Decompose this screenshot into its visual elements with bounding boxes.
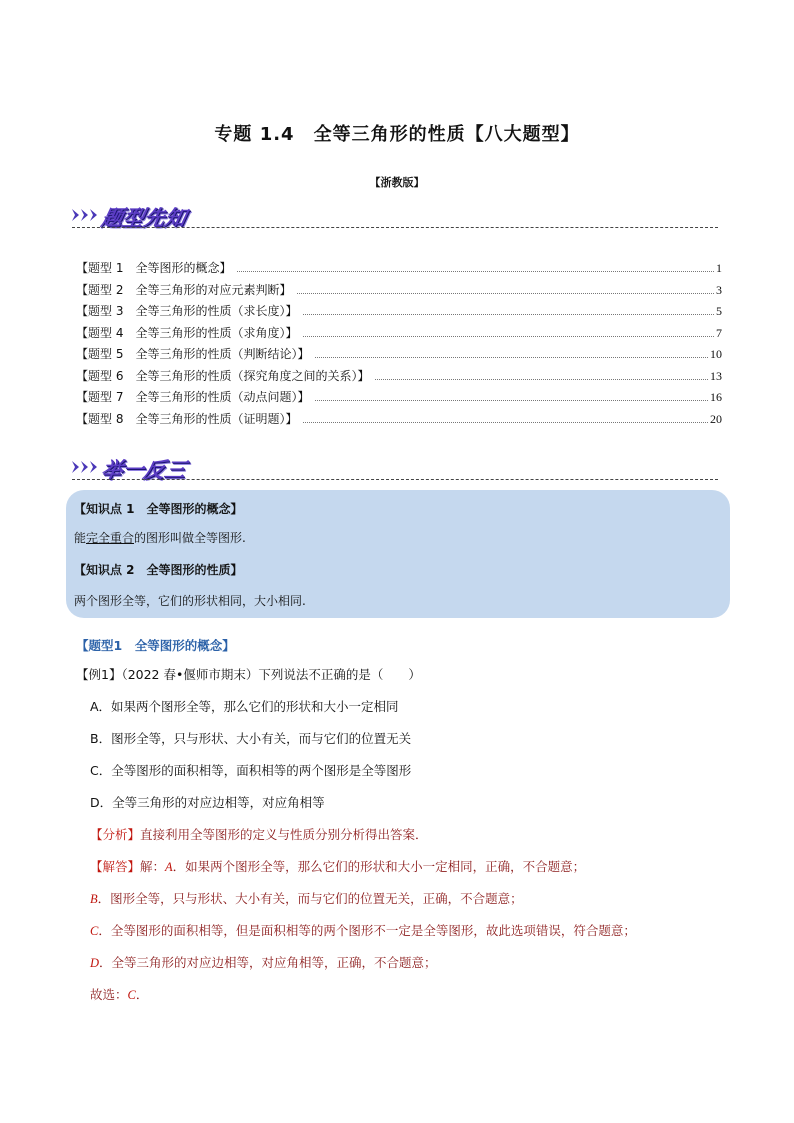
toc-dot-leader xyxy=(303,421,708,423)
example-label: 【例1】 xyxy=(76,667,122,682)
example-source-text: （2022 春•偃师市期末）下列说法不正确的是（ ） xyxy=(121,667,421,682)
toc-dot-leader xyxy=(315,356,708,358)
answer-line-d xyxy=(90,953,437,971)
toc-item-page: 13 xyxy=(710,368,722,383)
toc-item-page: 5 xyxy=(716,304,722,318)
answer-option-letter: B xyxy=(90,892,98,906)
toc-item-label: 【题型 4 全等三角形的性质（求角度）】 xyxy=(76,325,298,340)
analysis-text: 直接利用全等图形的定义与性质分别分析得出答案． xyxy=(140,827,428,842)
toc-dot-leader xyxy=(303,335,714,337)
toc-item[interactable] xyxy=(76,345,722,367)
example-question xyxy=(76,665,421,683)
edition-label: 【浙教版】 xyxy=(369,176,425,189)
banner-title: 举一反三 xyxy=(99,458,189,482)
answer-line-a xyxy=(90,857,585,875)
banner-divider xyxy=(72,227,718,228)
answer-label: 【解答】 xyxy=(90,859,141,874)
knowledge-point-1-title: 【知识点 1 全等图形的概念】 xyxy=(74,502,243,516)
toc-dot-leader xyxy=(375,378,708,380)
final-answer-letter: C xyxy=(127,988,136,1002)
answer-line-text: ．图形全等，只与形状、大小有关，而与它们的位置无关，正确，不合题意； xyxy=(97,891,523,906)
option-d: D．全等三角形的对应边相等，对应角相等 xyxy=(90,795,325,810)
answer-prefix: 解： xyxy=(140,859,166,874)
answer-line-text: ．全等三角形的对应边相等，对应角相等，正确，不合题意； xyxy=(99,955,437,970)
analysis-label: 【分析】 xyxy=(90,827,141,842)
option-b: B．图形全等，只与形状、大小有关，而与它们的位置无关 xyxy=(90,731,412,746)
toc-item-label: 【题型 5 全等三角形的性质（判断结论）】 xyxy=(76,347,310,361)
page-title: 专题 1.4 全等三角形的性质【八大题型】 xyxy=(214,124,580,145)
toc-item-page: 10 xyxy=(710,347,722,361)
answer-option-letter: C xyxy=(90,924,99,938)
banner-topic-preview xyxy=(72,200,718,230)
knowledge-box xyxy=(66,490,730,618)
toc-item[interactable] xyxy=(76,281,722,303)
toc-dot-leader xyxy=(297,292,714,294)
toc-item[interactable] xyxy=(76,410,722,432)
banner-title: 题型先知 xyxy=(99,206,189,230)
knowledge-text-part: 的图形叫做全等图形. xyxy=(134,531,246,545)
table-of-contents xyxy=(76,259,722,431)
answer-line-c xyxy=(90,921,636,939)
toc-item-label: 【题型 2 全等三角形的对应元素判断】 xyxy=(76,282,292,297)
answer-line-text: ．如果两个图形全等，那么它们的形状和大小一定相同，正确，不合题意； xyxy=(172,859,586,874)
toc-item-page: 20 xyxy=(710,411,722,426)
toc-dot-leader xyxy=(315,399,708,401)
toc-item[interactable] xyxy=(76,388,722,410)
triple-arrow-icon xyxy=(72,460,102,474)
knowledge-underlined-term: 完全重合 xyxy=(86,531,135,545)
toc-item-label: 【题型 1 全等图形的概念】 xyxy=(76,261,232,275)
answer-option-letter: A xyxy=(165,860,173,874)
analysis-line xyxy=(90,825,428,843)
toc-item-page: 16 xyxy=(710,390,722,404)
toc-item[interactable] xyxy=(76,259,722,281)
toc-item-page: 1 xyxy=(716,261,722,275)
toc-item-label: 【题型 7 全等三角形的性质（动点问题）】 xyxy=(76,390,310,404)
section-heading: 【题型1 全等图形的概念】 xyxy=(76,638,235,653)
answer-line-text: ．全等图形的面积相等，但是面积相等的两个图形不一定是全等图形，故此选项错误，符合题意； xyxy=(98,923,636,938)
option-c: C．全等图形的面积相等，面积相等的两个图形是全等图形 xyxy=(90,763,412,778)
toc-item[interactable] xyxy=(76,367,722,389)
toc-item-label: 【题型 8 全等三角形的性质（证明题）】 xyxy=(76,411,298,426)
toc-item-page: 3 xyxy=(716,282,722,297)
toc-dot-leader xyxy=(303,313,714,315)
toc-item-label: 【题型 6 全等三角形的性质（探究角度之间的关系）】 xyxy=(76,368,370,383)
toc-dot-leader xyxy=(237,270,714,272)
final-answer-suffix: ． xyxy=(135,987,149,1002)
answer-option-letter: D xyxy=(90,956,100,970)
toc-item-label: 【题型 3 全等三角形的性质（求长度）】 xyxy=(76,304,298,318)
knowledge-point-1-text xyxy=(74,529,246,546)
toc-item[interactable] xyxy=(76,324,722,346)
final-answer-prefix: 故选： xyxy=(90,987,128,1002)
banner-practice xyxy=(72,452,718,482)
toc-item-page: 7 xyxy=(716,325,722,340)
option-a: A．如果两个图形全等，那么它们的形状和大小一定相同 xyxy=(90,699,399,714)
toc-item[interactable] xyxy=(76,302,722,324)
final-answer xyxy=(90,985,148,1003)
knowledge-point-2-title: 【知识点 2 全等图形的性质】 xyxy=(74,563,243,577)
banner-divider xyxy=(72,479,718,480)
triple-arrow-icon xyxy=(72,208,102,222)
knowledge-point-2-text: 两个图形全等，它们的形状相同，大小相同. xyxy=(74,594,306,608)
answer-line-b xyxy=(90,889,523,907)
knowledge-text-part: 能 xyxy=(74,531,87,545)
